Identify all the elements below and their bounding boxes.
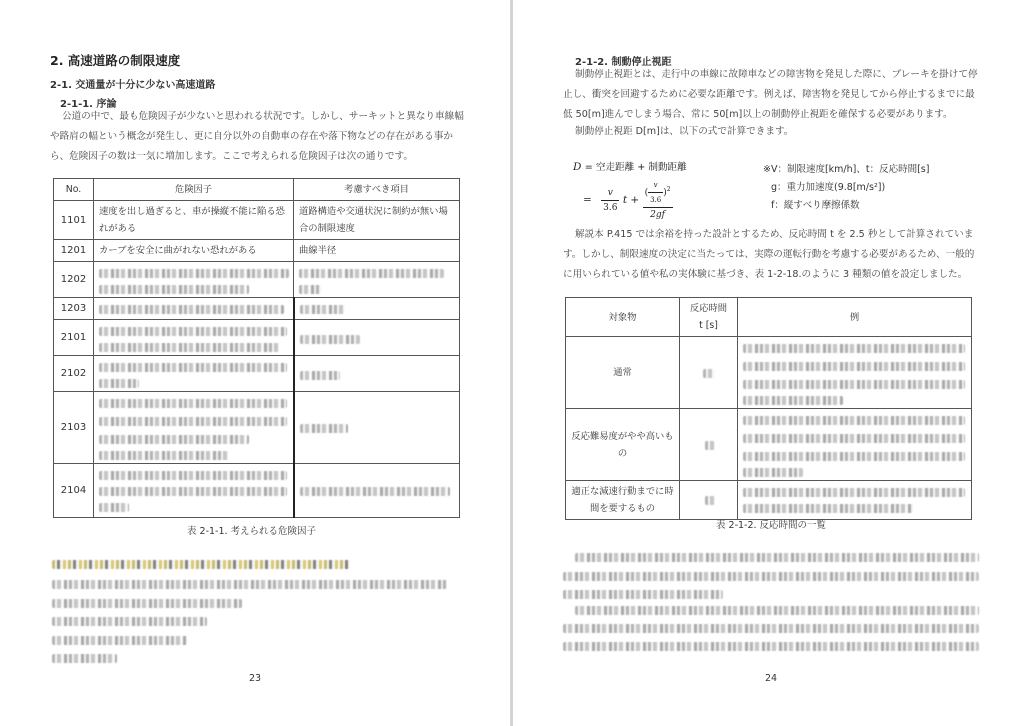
row-no: 2101 — [54, 320, 94, 356]
table-row — [54, 262, 460, 298]
formula-note-1: ※V：制限速度[km/h]、t：反応時間[s] — [763, 164, 930, 175]
formula-frac-v: $\frac{v}{3.6}$ — [603, 187, 618, 213]
table-row — [54, 240, 460, 262]
subsubsection-heading: 2-1-1. 序論 — [60, 99, 117, 110]
row-item-redacted — [294, 356, 460, 392]
row-item-redacted — [294, 392, 460, 464]
table-row — [54, 392, 460, 464]
formula-note-2: g：重力加速度(9.8[m/s²]) — [771, 182, 886, 193]
row-target: 通常 — [566, 337, 680, 409]
section-heading: 2. 高速道路の制限速度 — [50, 53, 181, 68]
row-item: 道路構造や交通状況に制約が無い場合の制限速度 — [294, 201, 460, 240]
col-header-item: 考慮すべき項目 — [294, 179, 460, 201]
risk-factor-table — [53, 178, 460, 518]
row-factor-redacted — [94, 464, 294, 518]
table-row — [566, 409, 972, 481]
row-no: 1101 — [54, 201, 94, 240]
row-item-redacted — [294, 298, 460, 320]
table-row — [54, 201, 460, 240]
subsubsection-heading: 2-1-2. 制動停止視距 — [575, 57, 672, 68]
row-factor-redacted — [94, 320, 294, 356]
table-caption: 表 2-1-1. 考えられる危険因子 — [187, 526, 317, 537]
row-item-redacted — [294, 320, 460, 356]
paragraph-formula-intro: 制動停止視距 D[m]は、以下の式で計算できます。 — [575, 126, 794, 137]
row-time-redacted — [680, 481, 738, 520]
row-no: 2103 — [54, 392, 94, 464]
page-number: 24 — [765, 673, 778, 684]
table-row — [54, 298, 460, 320]
formula-line-1 — [573, 159, 687, 173]
table-header-row — [54, 179, 460, 201]
intro-paragraph: 公道の中で、最も危険因子が少ないと思われる状況です。しかし、サーキットと異なり車線幅や路肩の幅という概念が発生し、更に自分以外の自動車の存在や落下物などの存在がある事から、危険因子の数は一気に増加します。ここで考えられる危険因子は次の通りです。 — [50, 111, 464, 162]
col-header-factor: 危険因子 — [94, 179, 294, 201]
page-left — [0, 0, 510, 726]
col-header-time: 反応時間 t [s] — [680, 298, 738, 337]
row-no: 1202 — [54, 262, 94, 298]
paragraph-reaction-time: 解説本 P.415 では余裕を持った設計とするため、反応時間 t を 2.5 秒として計算されています。しかし、制限速度の決定に当たっては、実際の運転行動を考慮する必要があるため、一般的に用いられている値や私の実体験に基づき、表 1-2-18.のように 3 種類の値を設定しました。 — [563, 229, 975, 280]
col-header-example: 例 — [738, 298, 972, 337]
formula-frac-braking: ( $\frac{v}{3.6}$ )$^2$ 2gf — [643, 178, 673, 222]
formula-lhs: D — [573, 161, 582, 173]
reaction-time-table — [565, 297, 972, 520]
row-time-redacted — [680, 409, 738, 481]
col-header-no: No. — [54, 179, 94, 201]
formula-note-3: f：縦すべり摩擦係数 — [771, 200, 860, 211]
row-no: 1203 — [54, 298, 94, 320]
table-row — [54, 356, 460, 392]
row-item-redacted — [294, 464, 460, 518]
table-row — [566, 337, 972, 409]
row-no: 1201 — [54, 240, 94, 262]
table-caption: 表 2-1-2. 反応時間の一覧 — [716, 520, 827, 531]
row-example-redacted — [738, 337, 972, 409]
row-no: 2104 — [54, 464, 94, 518]
table-row — [54, 464, 460, 518]
row-factor-redacted — [94, 262, 294, 298]
page-number: 23 — [249, 673, 262, 684]
row-factor: 速度を出し過ぎると、車が操縦不能に陥る恐れがある — [94, 201, 294, 240]
table-row — [566, 481, 972, 520]
page-right — [513, 0, 1024, 726]
row-factor-redacted — [94, 392, 294, 464]
table-header-row — [566, 298, 972, 337]
row-factor-redacted — [94, 356, 294, 392]
row-target: 反応難易度がやや高いもの — [566, 409, 680, 481]
row-no: 2102 — [54, 356, 94, 392]
formula-line-1-rhs: = 空走距離 + 制動距離 — [584, 162, 687, 173]
row-example-redacted — [738, 481, 972, 520]
table-row — [54, 320, 460, 356]
row-target: 適正な減速行動までに時間を要するもの — [566, 481, 680, 520]
row-item: 曲線半径 — [294, 240, 460, 262]
row-factor: カーブを安全に曲がれない恐れがある — [94, 240, 294, 262]
row-item-redacted — [294, 262, 460, 298]
col-header-target: 対象物 — [566, 298, 680, 337]
formula-line-2: = $\frac{v}{3.6}$ t + ( $\frac{v}{3.6}$ )$^2$ 2gf — [583, 178, 673, 222]
row-example-redacted — [738, 409, 972, 481]
paragraph-definition: 制動停止視距とは、走行中の車線に故障車などの障害物を発見した際に、ブレーキを掛けて停止し、衝突を回避するために必要な距離です。例えば、障害物を発見してから停止するまでに最低 50[m]進んでしまう場合、常に 50[m]以上の制動停止視距を確保する必要があります。 — [563, 69, 978, 120]
row-factor-redacted — [94, 298, 294, 320]
subsection-heading: 2-1. 交通量が十分に少ない高速道路 — [50, 80, 216, 91]
row-time-redacted — [680, 337, 738, 409]
